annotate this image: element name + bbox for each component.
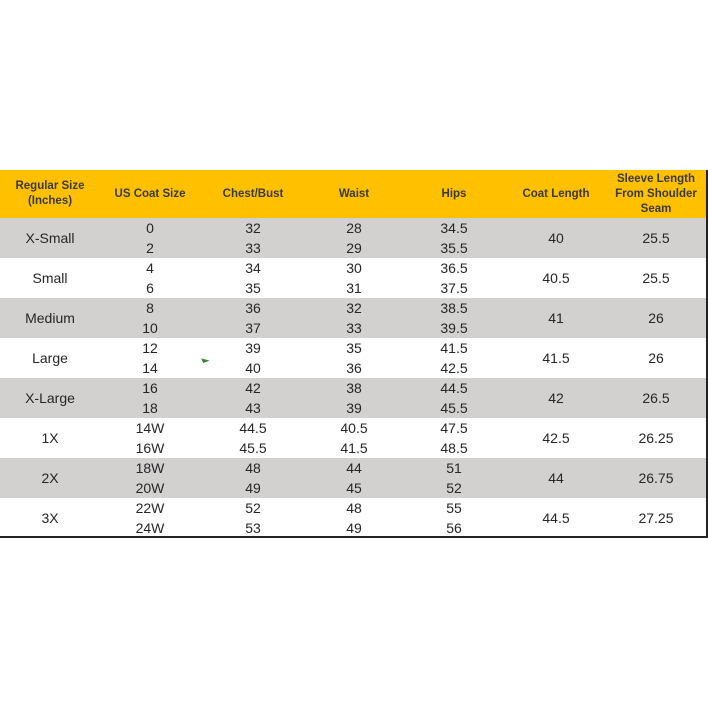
us-value: 8 [146,300,154,316]
chest-value: 33 [245,240,261,256]
chest-value: 34 [245,260,261,276]
waist-value: 48 [346,500,362,516]
table-header [0,170,708,218]
size-label: 2X [41,470,59,486]
hips-value: 44.5 [440,380,468,396]
header-coat-length: Coat Length [522,187,590,200]
table-row [0,218,708,258]
table-row [0,258,708,298]
hips-value: 48.5 [440,440,468,456]
us-value: 2 [146,240,154,256]
hips-value: 36.5 [440,260,468,276]
table-row [0,338,708,378]
sleeve-length-value: 26 [648,350,664,366]
waist-value: 30 [346,260,362,276]
hips-value: 47.5 [440,420,468,436]
us-value: 20W [135,480,165,496]
waist-value: 45 [346,480,362,496]
header-chest-bust: Chest/Bust [222,187,284,200]
size-label: 3X [41,510,59,526]
coat-length-value: 40.5 [542,270,570,286]
chest-value: 45.5 [239,440,267,456]
table-row [0,298,708,338]
coat-length-value: 41.5 [542,350,570,366]
header-regular-size: Regular Size (Inches) [15,180,85,207]
hips-value: 35.5 [440,240,468,256]
header-sleeve-length: Sleeve Length From Shoulder Seam [615,172,697,215]
us-value: 0 [146,220,154,236]
hips-value: 51 [446,460,462,476]
us-value: 22W [135,500,165,516]
hips-value: 55 [446,500,462,516]
chest-value: 43 [245,400,261,416]
table-row [0,418,708,458]
chest-value: 44.5 [239,420,267,436]
size-label: X-Small [25,230,75,246]
waist-value: 28 [346,220,362,236]
waist-value: 41.5 [340,440,368,456]
hips-value: 39.5 [440,320,468,336]
sleeve-length-value: 25.5 [642,270,670,286]
table-row [0,458,708,498]
us-value: 18W [135,460,165,476]
size-label: Large [32,350,68,366]
coat-length-value: 42.5 [542,430,570,446]
sleeve-length-value: 26 [648,310,664,326]
hips-value: 41.5 [440,340,468,356]
waist-value: 44 [346,460,362,476]
waist-value: 29 [346,240,362,256]
chest-value: 35 [245,280,261,296]
table-bottom-border [0,536,708,538]
chest-value: 53 [245,520,261,536]
header-us-coat-size: US Coat Size [114,187,186,200]
coat-length-value: 44.5 [542,510,570,526]
size-label: 1X [41,430,59,446]
chest-value: 49 [245,480,261,496]
chest-value: 48 [245,460,261,476]
chest-value: 52 [245,500,261,516]
us-value: 24W [135,520,165,536]
waist-value: 39 [346,400,362,416]
sleeve-length-value: 25.5 [642,230,670,246]
table-row [0,378,708,418]
waist-value: 36 [346,360,362,376]
sleeve-length-value: 26.25 [638,430,674,446]
coat-length-value: 44 [548,470,564,486]
sleeve-length-value: 26.75 [638,470,674,486]
us-value: 6 [146,280,154,296]
us-value: 12 [142,340,158,356]
chest-value: 36 [245,300,261,316]
waist-value: 31 [346,280,362,296]
waist-value: 40.5 [340,420,368,436]
hips-value: 34.5 [440,220,468,236]
waist-value: 49 [346,520,362,536]
size-chart-table [0,170,708,538]
chest-value: 40 [245,360,261,376]
sleeve-length-value: 26.5 [642,390,670,406]
us-value: 4 [146,260,154,276]
coat-length-value: 41 [548,310,564,326]
hips-value: 52 [446,480,462,496]
us-value: 16 [142,380,158,396]
us-value: 18 [142,400,158,416]
size-label: Small [32,270,68,286]
chest-value: 32 [245,220,261,236]
waist-value: 33 [346,320,362,336]
waist-value: 32 [346,300,362,316]
coat-length-value: 40 [548,230,564,246]
size-label: X-Large [25,390,75,406]
sleeve-length-value: 27.25 [638,510,674,526]
us-value: 16W [135,440,165,456]
hips-value: 38.5 [440,300,468,316]
header-hips: Hips [441,187,467,200]
coat-length-value: 42 [548,390,564,406]
us-value: 14 [142,360,158,376]
chest-value: 39 [245,340,261,356]
hips-value: 42.5 [440,360,468,376]
hips-value: 45.5 [440,400,468,416]
hips-value: 56 [446,520,462,536]
chest-value: 37 [245,320,261,336]
hips-value: 37.5 [440,280,468,296]
us-value: 10 [142,320,158,336]
table-row [0,498,708,538]
waist-value: 35 [346,340,362,356]
us-value: 14W [135,420,165,436]
waist-value: 38 [346,380,362,396]
size-label: Medium [25,310,75,326]
header-waist: Waist [338,187,370,200]
chest-value: 42 [245,380,261,396]
